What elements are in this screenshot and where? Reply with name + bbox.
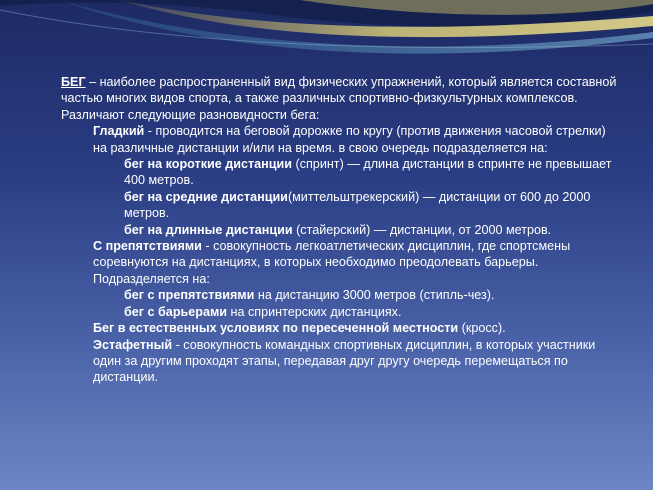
hurdles-term: бег с барьерами [124,304,228,319]
slide-content [61,74,621,386]
steeplechase-item [61,287,621,303]
hurdles-text: на спринтерских дистанциях. [227,304,402,319]
cross-country-term: Бег в естественных условиях по пересеченной местности [93,321,459,336]
smooth-run-text: - проводится на беговой дорожке по кругу (против движения часовой стрелки) на различные дистанции и/или на время. в свою очередь подразделяется на: [93,124,606,155]
middle-distance-term: бег на средние дистанции [124,189,288,204]
long-distance-text: (стайерский) — дистанции, от 2000 метров. [292,222,552,237]
long-distance-term: бег на длинные дистанции [124,222,293,237]
steeplechase-text: на дистанцию 3000 метров (стипль-чез). [254,288,495,303]
obstacles-term: С препятствиями [93,239,202,254]
header-swoosh-decoration [0,0,653,80]
smooth-run-item [61,123,621,156]
middle-distance-text: (миттельштрекерский) — дистанции от 600 до 2000 метров. [124,189,591,221]
obstacles-text: - совокупность легкоатлетических дисциплин, где спортсмены соревнуются на дистанциях, в которых необходимо преодолевать барьеры. Подразделяется на: [93,239,571,286]
relay-item [61,337,621,386]
long-distance-item [61,222,621,238]
sprint-item [61,156,621,189]
hurdles-item [61,304,621,320]
relay-term: Эстафетный [93,337,173,352]
middle-distance-item [61,189,621,222]
relay-text: - совокупность командных спортивных дисциплин, в которых участники один за другим проходят этапы, передавая друг другу очередь перемещаться по дистанции. [93,337,596,385]
smooth-run-term: Гладкий [93,124,145,139]
sprint-text: (спринт) — длина дистанции в спринте не превышает 400 метров. [124,157,612,188]
intro-text: – наиболее распространенный вид физических упражнений, который является составной частью многих видов спорта, а также различных спортивно-физкультурных комплексов. Различают следующие разновидности бега: [61,75,617,122]
steeplechase-term: бег с препятствиями [124,288,255,303]
sprint-term: бег на короткие дистанции [124,157,292,172]
intro-term: БЕГ [61,75,86,89]
intro-paragraph [61,74,621,123]
cross-country-item [61,320,621,336]
cross-country-text: (кросс). [458,321,506,336]
obstacles-item [61,238,621,287]
